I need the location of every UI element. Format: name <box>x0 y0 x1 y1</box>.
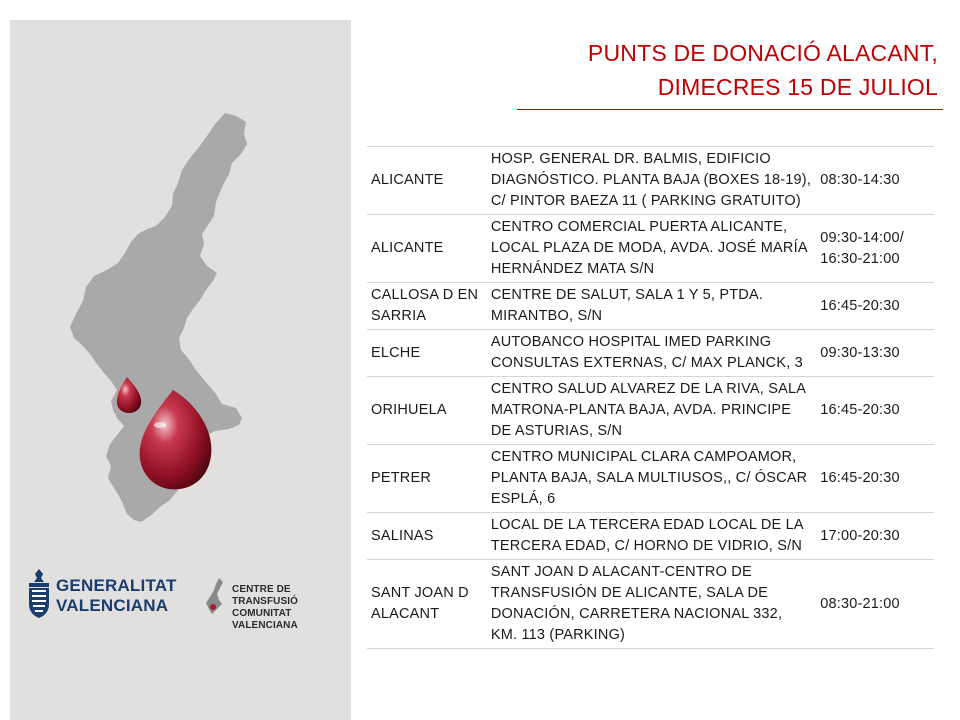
transfusio-logo <box>202 576 342 631</box>
location-cell: SANT JOAN D ALACANT-CENTRO DE TRANSFUSIÓN DE ALICANTE, SALA DE DONACIÓN, CARRETERA NACIONAL 332, KM. 113 (PARKING) <box>487 560 816 649</box>
city-cell: ALICANTE <box>367 147 487 215</box>
city-cell: CALLOSA D EN SARRIA <box>367 283 487 330</box>
title-divider <box>517 109 943 110</box>
city-cell: PETRER <box>367 445 487 513</box>
table-row <box>367 377 934 445</box>
title-line1: PUNTS DE DONACIÓ ALACANT, <box>587 40 938 66</box>
city-cell: SANT JOAN D ALACANT <box>367 560 487 649</box>
generalitat-line1: GENERALITAT <box>56 576 177 595</box>
location-cell: HOSP. GENERAL DR. BALMIS, EDIFICIO DIAGNÓSTICO. PLANTA BAJA (BOXES 18-19), C/ PINTOR BAEZA 11 ( PARKING GRATUITO) <box>487 147 816 215</box>
hours-cell: 16:45-20:30 <box>816 445 934 513</box>
location-cell: CENTRO COMERCIAL PUERTA ALICANTE, LOCAL PLAZA DE MODA, AVDA. JOSÉ MARÍA HERNÁNDEZ MATA S/N <box>487 215 816 283</box>
hours-cell: 17:00-20:30 <box>816 513 934 560</box>
location-cell: LOCAL DE LA TERCERA EDAD LOCAL DE LA TERCERA EDAD, C/ HORNO DE VIDRIO, S/N <box>487 513 816 560</box>
coat-of-arms-icon <box>26 568 52 620</box>
table-row <box>367 330 934 377</box>
hours-cell: 08:30-21:00 <box>816 560 934 649</box>
hours-cell: 09:30-14:00/ 16:30-21:00 <box>816 215 934 283</box>
city-cell: ORIHUELA <box>367 377 487 445</box>
logos-area <box>22 564 342 631</box>
location-cell: CENTRO MUNICIPAL CLARA CAMPOAMOR, PLANTA BAJA, SALA MULTIUSOS,, C/ ÓSCAR ESPLÁ, 6 <box>487 445 816 513</box>
table-row <box>367 513 934 560</box>
hours-cell: 09:30-13:30 <box>816 330 934 377</box>
city-cell: SALINAS <box>367 513 487 560</box>
drop-highlight <box>154 422 166 428</box>
table-row <box>367 215 934 283</box>
generalitat-logo <box>22 568 192 622</box>
city-cell: ALICANTE <box>367 215 487 283</box>
location-cell: AUTOBANCO HOSPITAL IMED PARKING CONSULTAS EXTERNAS, C/ MAX PLANCK, 3 <box>487 330 816 377</box>
table-row <box>367 283 934 330</box>
hours-cell: 16:45-20:30 <box>816 377 934 445</box>
location-cell: CENTRE DE SALUT, SALA 1 Y 5, PTDA. MIRANTBO, S/N <box>487 283 816 330</box>
donation-points-table <box>367 146 934 649</box>
table-row <box>367 445 934 513</box>
location-cell: CENTRO SALUD ALVAREZ DE LA RIVA, SALA MATRONA-PLANTA BAJA, AVDA. PRINCIPE DE ASTURIAS, S/N <box>487 377 816 445</box>
generalitat-line2: VALENCIANA <box>56 596 169 615</box>
page-title <box>588 36 938 104</box>
region-map-drop-icon <box>202 576 228 618</box>
transfusio-line1: CENTRE DE TRANSFUSIÓ <box>232 584 298 607</box>
hours-cell: 08:30-14:30 <box>816 147 934 215</box>
transfusio-line2: COMUNITAT VALENCIANA <box>232 608 298 631</box>
title-line2: DIMECRES 15 DE JULIOL <box>657 74 938 100</box>
table-row <box>367 147 934 215</box>
hours-cell: 16:45-20:30 <box>816 283 934 330</box>
city-cell: ELCHE <box>367 330 487 377</box>
table-row <box>367 560 934 649</box>
